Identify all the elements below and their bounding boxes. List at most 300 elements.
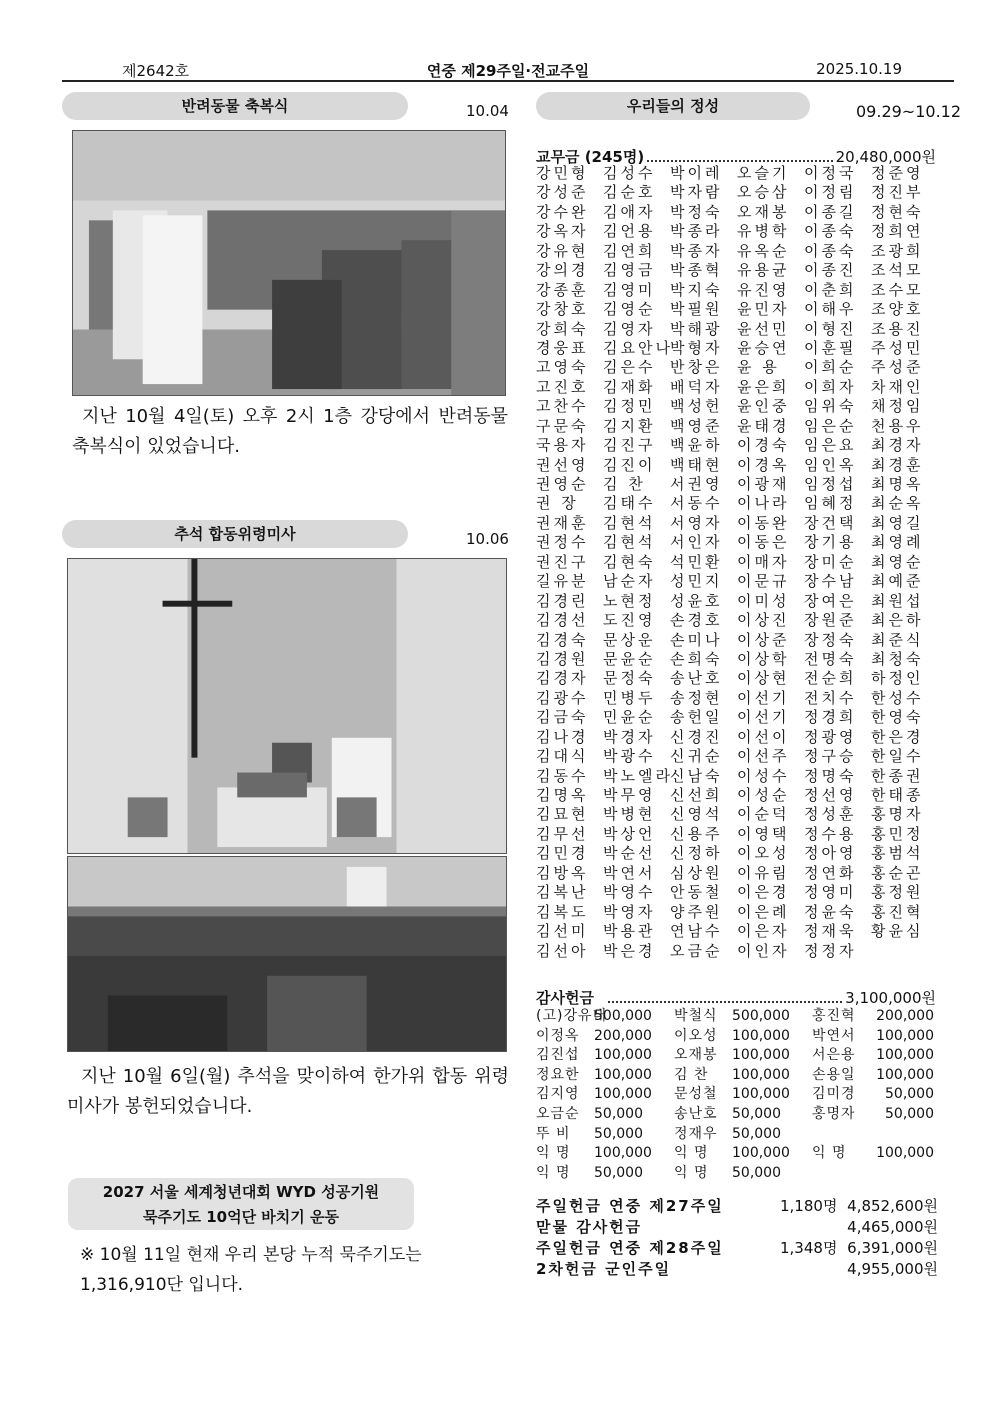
donor-name: [812, 1164, 870, 1184]
donor-name: 전명숙: [804, 649, 857, 668]
donor-name: 이선기: [737, 708, 790, 727]
total-amount: 4,955,000원: [847, 1260, 938, 1278]
name-row: [536, 436, 938, 455]
thanks-offering-header: [536, 987, 936, 1008]
donor-name: 민윤순: [603, 708, 656, 727]
donor-name: 최은하: [871, 611, 924, 630]
name-row: [536, 922, 938, 941]
donor-name: 김진이: [603, 455, 656, 474]
donor-name: 이훈필: [804, 338, 857, 357]
donor-name: 정구승: [804, 747, 857, 766]
donor-name: 구문숙: [536, 416, 589, 435]
donor-name: 장수남: [804, 572, 857, 591]
donor-name: 성윤호: [670, 591, 723, 610]
donor-name: 석민환: [670, 552, 723, 571]
donor-name: 백윤하: [670, 436, 723, 455]
memorial-mass-caption: 지난 10월 6일(월) 추석을 맞이하여 한가위 합동 위령미사가 봉헌되었습니다.: [67, 1066, 509, 1117]
donor-name: 이순덕: [737, 805, 790, 824]
donor-name: 장기용: [804, 533, 857, 552]
donor-name: 김지영: [536, 1086, 580, 1103]
donor-name: 이영택: [737, 824, 790, 843]
donor-name: 임혜정: [804, 494, 857, 513]
donor-name: 이경숙: [737, 436, 790, 455]
donor-name: 조용진: [871, 319, 924, 338]
donor-name: 이경옥: [737, 455, 790, 474]
donor-name: 한영숙: [871, 708, 924, 727]
name-row: [536, 592, 938, 611]
name-row: [536, 689, 938, 708]
name-row: [536, 728, 938, 747]
donor-name: 오재봉: [737, 202, 790, 221]
donor-name: 차재인: [871, 377, 924, 396]
donor-name: 박해광: [670, 319, 723, 338]
donor-name: 강유현: [536, 241, 589, 260]
donor-name: 전순희: [804, 669, 857, 688]
name-row: [536, 650, 938, 669]
donor-name: 홍명자: [871, 805, 924, 824]
donor-name: 김영미: [603, 280, 656, 299]
donor-name: 김명옥: [536, 786, 589, 804]
donor-name: 정선영: [804, 786, 857, 804]
donor-name: 천용우: [871, 416, 924, 435]
thanks-offering-list: [536, 1007, 938, 1183]
name-row: [536, 611, 938, 630]
name-row: [536, 417, 938, 436]
donor-name: 윤은희: [737, 377, 790, 396]
donation-amount: 500,000: [732, 1008, 790, 1024]
name-row: [536, 281, 938, 300]
donor-name: 윤선민: [737, 319, 790, 338]
donor-name: 송난호: [674, 1105, 718, 1122]
donor-name: 김묘현: [536, 805, 589, 824]
donation-amount: 100,000: [594, 1066, 652, 1083]
donor-name: 서영자: [670, 513, 723, 532]
donor-name: 이문규: [737, 572, 790, 591]
name-row: [536, 183, 938, 202]
thanks-row: [536, 1066, 938, 1086]
donor-name: 이상진: [737, 611, 790, 630]
donor-name: 임은요: [804, 436, 857, 455]
name-row: [536, 339, 938, 358]
donor-name: 정요한: [536, 1066, 580, 1083]
donor-name: 주성민: [871, 338, 924, 357]
donor-name: 김선아: [536, 941, 589, 960]
donor-name: 홍순곤: [871, 863, 924, 882]
donor-name: 이정국: [804, 164, 857, 182]
donor-name: 서권영: [670, 475, 723, 493]
name-row: [536, 494, 938, 513]
donation-amount: 200,000: [594, 1027, 652, 1044]
donor-name: 오금순: [536, 1105, 580, 1122]
donor-name: 한은경: [871, 727, 924, 746]
donor-name: 박영수: [603, 883, 656, 902]
donor-name: 손미나: [670, 630, 723, 649]
donation-amount: 50,000: [594, 1105, 643, 1122]
name-row: [536, 786, 938, 805]
name-row: [536, 300, 938, 319]
donor-name: 익 명: [812, 1145, 847, 1162]
donor-name: 성민지: [670, 572, 723, 591]
total-row: [536, 1217, 938, 1238]
total-label: 주일헌금 연중 제28주일: [536, 1239, 724, 1257]
donation-amount: 100,000: [732, 1145, 790, 1162]
donor-name: 유병학: [737, 222, 790, 241]
donor-name: 이은자: [737, 922, 790, 941]
thanks-row: [536, 1105, 938, 1125]
donation-amount: 100,000: [594, 1145, 652, 1162]
donor-name: 김선미: [536, 922, 589, 941]
donation-amount: 100,000: [876, 1027, 934, 1044]
donor-name: 박노엘라: [603, 766, 673, 785]
donor-name: 이성순: [737, 786, 790, 804]
donor-name: 최순옥: [871, 494, 924, 513]
donor-name: 백태현: [670, 455, 723, 474]
donor-name: 김요안나: [603, 338, 673, 357]
donor-name: 김성수: [603, 164, 656, 182]
name-row: [536, 378, 938, 397]
donor-name: 강희숙: [536, 319, 589, 338]
donor-name: 서동수: [670, 494, 723, 513]
donor-name: 박형자: [670, 338, 723, 357]
donor-name: 문성철: [674, 1086, 718, 1103]
donor-name: 홍범석: [871, 844, 924, 863]
donor-name: 조양호: [871, 300, 924, 319]
name-row: [536, 358, 938, 377]
donation-amount: 50,000: [594, 1125, 643, 1142]
donor-name: 윤 용: [737, 358, 780, 377]
donor-name: 권영순: [536, 475, 589, 493]
donor-name: 홍진혁: [812, 1008, 856, 1024]
donor-name: 김복도: [536, 902, 589, 921]
wyd-title-line1: 2027 서울 세계청년대회 WYD 성공기원: [102, 1183, 380, 1201]
name-row: [536, 825, 938, 844]
donor-name: 송정현: [670, 688, 723, 707]
donor-name: 조수모: [871, 280, 924, 299]
donor-name: 김영순: [603, 300, 656, 319]
donor-name: 이선주: [737, 747, 790, 766]
donor-name: (고)강유내: [536, 1008, 608, 1024]
donor-name: 남순자: [603, 572, 656, 591]
thanks-row: [536, 1027, 938, 1047]
donor-name: 이상준: [737, 630, 790, 649]
donor-name: 오승삼: [737, 183, 790, 202]
donor-name: 배덕자: [670, 377, 723, 396]
donor-name: 이오성: [737, 844, 790, 863]
donor-name: 심상원: [670, 863, 723, 882]
name-row: [536, 572, 938, 591]
donor-name: 신정하: [670, 844, 723, 863]
donor-name: 정재우: [674, 1125, 718, 1142]
thanks-row: [536, 1007, 938, 1027]
donor-name: 권정수: [536, 533, 589, 552]
total-label: 맏물 감사헌금: [536, 1218, 643, 1236]
donor-name: 홍민정: [871, 824, 924, 843]
donor-name: 손용일: [812, 1066, 856, 1083]
name-row: [536, 261, 938, 280]
donor-name: 정재욱: [804, 922, 857, 941]
donor-name: 신선희: [670, 786, 723, 804]
donation-amount: [870, 1125, 934, 1145]
name-row: [536, 164, 938, 183]
donation-amount: 100,000: [876, 1066, 934, 1083]
donor-name: 김경자: [536, 669, 589, 688]
donor-name: 강창호: [536, 300, 589, 319]
donor-name: 권선영: [536, 455, 589, 474]
pet-blessing-photo: [72, 130, 506, 396]
donor-name: 김진섭: [536, 1047, 580, 1064]
donor-name: 장정숙: [804, 630, 857, 649]
thanks-row: [536, 1144, 938, 1164]
donor-name: 손경호: [670, 611, 723, 630]
donor-name: 김순호: [603, 183, 656, 202]
donor-name: 홍정원: [871, 883, 924, 902]
name-row: [536, 222, 938, 241]
donor-name: 김동수: [536, 766, 589, 785]
offering-title: 우리들의 정성: [536, 92, 810, 120]
name-row: [536, 631, 938, 650]
name-row: [536, 533, 938, 552]
donor-name: 이동은: [737, 533, 790, 552]
donor-name: 김미경: [812, 1086, 856, 1103]
donor-name: 한종권: [871, 766, 924, 785]
name-row: [536, 320, 938, 339]
donor-name: 박영자: [603, 902, 656, 921]
donor-name: 김언용: [603, 222, 656, 241]
donor-name: 양주원: [670, 902, 723, 921]
donor-name: 김경린: [536, 591, 589, 610]
donor-name: 익 명: [536, 1145, 571, 1162]
donor-name: 임정섭: [804, 475, 857, 493]
donor-name: 정성훈: [804, 805, 857, 824]
donor-name: 길유분: [536, 572, 589, 591]
donor-name: 정현숙: [871, 202, 924, 221]
donor-name: 유진영: [737, 280, 790, 299]
memorial-congregation-photo: [67, 856, 507, 1052]
donor-name: 도진영: [603, 611, 656, 630]
donation-amount: 50,000: [885, 1105, 934, 1122]
donor-name: 박지숙: [670, 280, 723, 299]
donor-name: 오금순: [670, 941, 723, 960]
donor-name: 오슬기: [737, 164, 790, 182]
name-row: [536, 456, 938, 475]
total-label: 2차헌금 군인주일: [536, 1260, 672, 1278]
donor-name: 박병현: [603, 805, 656, 824]
donor-name: 익 명: [674, 1145, 709, 1162]
donor-name: 강수완: [536, 202, 589, 221]
donation-amount: 100,000: [732, 1066, 790, 1083]
donor-name: 박광수: [603, 747, 656, 766]
donor-name: 윤민자: [737, 300, 790, 319]
total-amount: 4,852,600원: [847, 1197, 938, 1215]
donor-name: 최영순: [871, 552, 924, 571]
donor-name: 전치수: [804, 688, 857, 707]
donation-amount: 100,000: [594, 1086, 652, 1103]
donor-name: 박정숙: [670, 202, 723, 221]
donor-name: 정진부: [871, 183, 924, 202]
donor-name: 고영숙: [536, 358, 589, 377]
donor-name: 최준식: [871, 630, 924, 649]
donor-name: 이미성: [737, 591, 790, 610]
donor-name: 정희연: [871, 222, 924, 241]
name-row: [536, 708, 938, 727]
donor-name: 최명옥: [871, 475, 924, 493]
name-row: [536, 883, 938, 902]
donor-name: 김경선: [536, 611, 589, 630]
donor-name: 신귀순: [670, 747, 723, 766]
donor-name: 최경자: [871, 436, 924, 455]
donor-name: 오재봉: [674, 1047, 718, 1064]
donor-name: 최경훈: [871, 455, 924, 474]
donor-name: 익 명: [536, 1164, 571, 1181]
donor-name: 문상운: [603, 630, 656, 649]
donation-amount: 50,000: [732, 1105, 781, 1122]
donor-name: 정정자: [804, 941, 857, 960]
name-row: [536, 514, 938, 533]
donor-name: 홍진혁: [871, 902, 924, 921]
wyd-title-line2: 묵주기도 10억단 바치기 운동: [143, 1208, 339, 1226]
donor-name: 김현석: [603, 513, 656, 532]
donor-name: 정준영: [871, 164, 924, 182]
donor-name: 송헌일: [670, 708, 723, 727]
donor-name: 박용관: [603, 922, 656, 941]
memorial-altar-photo: [67, 558, 507, 854]
donor-name: 윤인중: [737, 397, 790, 416]
total-row: [536, 1259, 938, 1280]
donor-name: 강민형: [536, 164, 589, 182]
donor-name: 황윤심: [871, 922, 924, 941]
donor-name: 박이레: [670, 164, 723, 182]
issue-date: 2025.10.19: [816, 60, 902, 78]
donor-name: 익 명: [674, 1164, 709, 1181]
donor-name: 박철식: [674, 1008, 718, 1024]
church-fee-label: 교무금 (245명): [536, 148, 645, 166]
donation-amount: 100,000: [732, 1086, 790, 1103]
total-row: [536, 1238, 938, 1259]
donation-amount: 50,000: [885, 1086, 934, 1103]
name-row: [536, 767, 938, 786]
leader-dots: [608, 1001, 842, 1003]
donor-name: 김지환: [603, 416, 656, 435]
donation-amount: [870, 1164, 934, 1184]
donor-name: 최청숙: [871, 649, 924, 668]
donor-name: 김대식: [536, 747, 589, 766]
donor-name: 하정인: [871, 669, 924, 688]
donor-name: 김경숙: [536, 630, 589, 649]
donor-name: 김복난: [536, 883, 589, 902]
donor-name: 정광영: [804, 727, 857, 746]
donor-name: 이매자: [737, 552, 790, 571]
donor-name: 이오성: [674, 1027, 718, 1044]
donor-name: 김현숙: [603, 552, 656, 571]
donor-name: 조광희: [871, 241, 924, 260]
donor-name: 이인자: [737, 941, 790, 960]
donor-name: 박경자: [603, 727, 656, 746]
donor-name: 이종진: [804, 261, 857, 280]
donor-name: 이종숙: [804, 222, 857, 241]
donation-amount: 500,000: [594, 1008, 652, 1024]
donor-name: 이성수: [737, 766, 790, 785]
donor-name: 박무영: [603, 786, 656, 804]
donor-name: 한태종: [871, 786, 924, 804]
donor-name: 고진호: [536, 377, 589, 396]
donor-name: 서인자: [670, 533, 723, 552]
leader-dots: [647, 160, 832, 162]
donor-name: 권재훈: [536, 513, 589, 532]
donor-name: 최원섭: [871, 591, 924, 610]
wyd-rosary-note: ※ 10월 11일 현재 우리 본당 누적 묵주기도는 1,316,910단 입니다.: [80, 1245, 422, 1295]
donor-name: 김광수: [536, 688, 589, 707]
total-amount: 6,391,000원: [847, 1239, 938, 1257]
donor-name: 김현석: [603, 533, 656, 552]
donor-name: 윤승연: [737, 338, 790, 357]
church-fee-amount: 20,480,000원: [835, 148, 936, 166]
donor-name: 김진구: [603, 436, 656, 455]
thanks-row: [536, 1046, 938, 1066]
total-count: 1,348명: [780, 1239, 838, 1257]
donor-name: 김나경: [536, 727, 589, 746]
donor-name: 신영석: [670, 805, 723, 824]
donor-name: 김 찬: [674, 1066, 709, 1083]
donor-name: 백영준: [670, 416, 723, 435]
name-row: [536, 747, 938, 766]
donor-name: 정영미: [804, 883, 857, 902]
donor-name: 이정옥: [536, 1027, 580, 1044]
donor-name: 이유림: [737, 863, 790, 882]
page-header: [62, 58, 954, 82]
donor-name: 이은례: [737, 902, 790, 921]
donation-amount: 100,000: [876, 1145, 934, 1162]
donor-name: 최예준: [871, 572, 924, 591]
donor-name: 장여은: [804, 591, 857, 610]
total-label: 주일헌금 연중 제27주일: [536, 1197, 724, 1215]
donor-name: 김방옥: [536, 863, 589, 882]
donor-name: 송난호: [670, 669, 723, 688]
donor-name: 서은용: [812, 1047, 856, 1064]
donation-amount: 200,000: [876, 1008, 934, 1024]
name-row: [536, 397, 938, 416]
donation-amount: 50,000: [732, 1125, 781, 1142]
donor-name: 이정림: [804, 183, 857, 202]
donor-name: 이선이: [737, 727, 790, 746]
donor-name: 김민경: [536, 844, 589, 863]
donor-name: 정수용: [804, 824, 857, 843]
name-row: [536, 242, 938, 261]
thanks-offering-label: 감사헌금: [536, 989, 594, 1007]
donor-name: 안동철: [670, 883, 723, 902]
donor-name: 신남숙: [670, 766, 723, 785]
donor-name: 국용자: [536, 436, 589, 455]
donor-name: 박자람: [670, 183, 723, 202]
donor-name: 김정민: [603, 397, 656, 416]
donor-name: 이선기: [737, 688, 790, 707]
donation-amount: 100,000: [732, 1047, 790, 1064]
donor-name: 신경진: [670, 727, 723, 746]
donor-name: [871, 942, 938, 961]
donor-name: 장미순: [804, 552, 857, 571]
donor-name: 경웅표: [536, 338, 589, 357]
donation-amount: 100,000: [876, 1047, 934, 1064]
donor-name: 김애자: [603, 202, 656, 221]
donor-name: 이종숙: [804, 241, 857, 260]
donation-amount: 50,000: [594, 1164, 643, 1181]
donor-name: 이희순: [804, 358, 857, 377]
donor-name: 강종훈: [536, 280, 589, 299]
donor-name: 김금숙: [536, 708, 589, 727]
donor-name: 민병두: [603, 688, 656, 707]
donor-name: 최영길: [871, 513, 924, 532]
donor-name: 이은경: [737, 883, 790, 902]
donor-name: 권 장: [536, 494, 579, 513]
